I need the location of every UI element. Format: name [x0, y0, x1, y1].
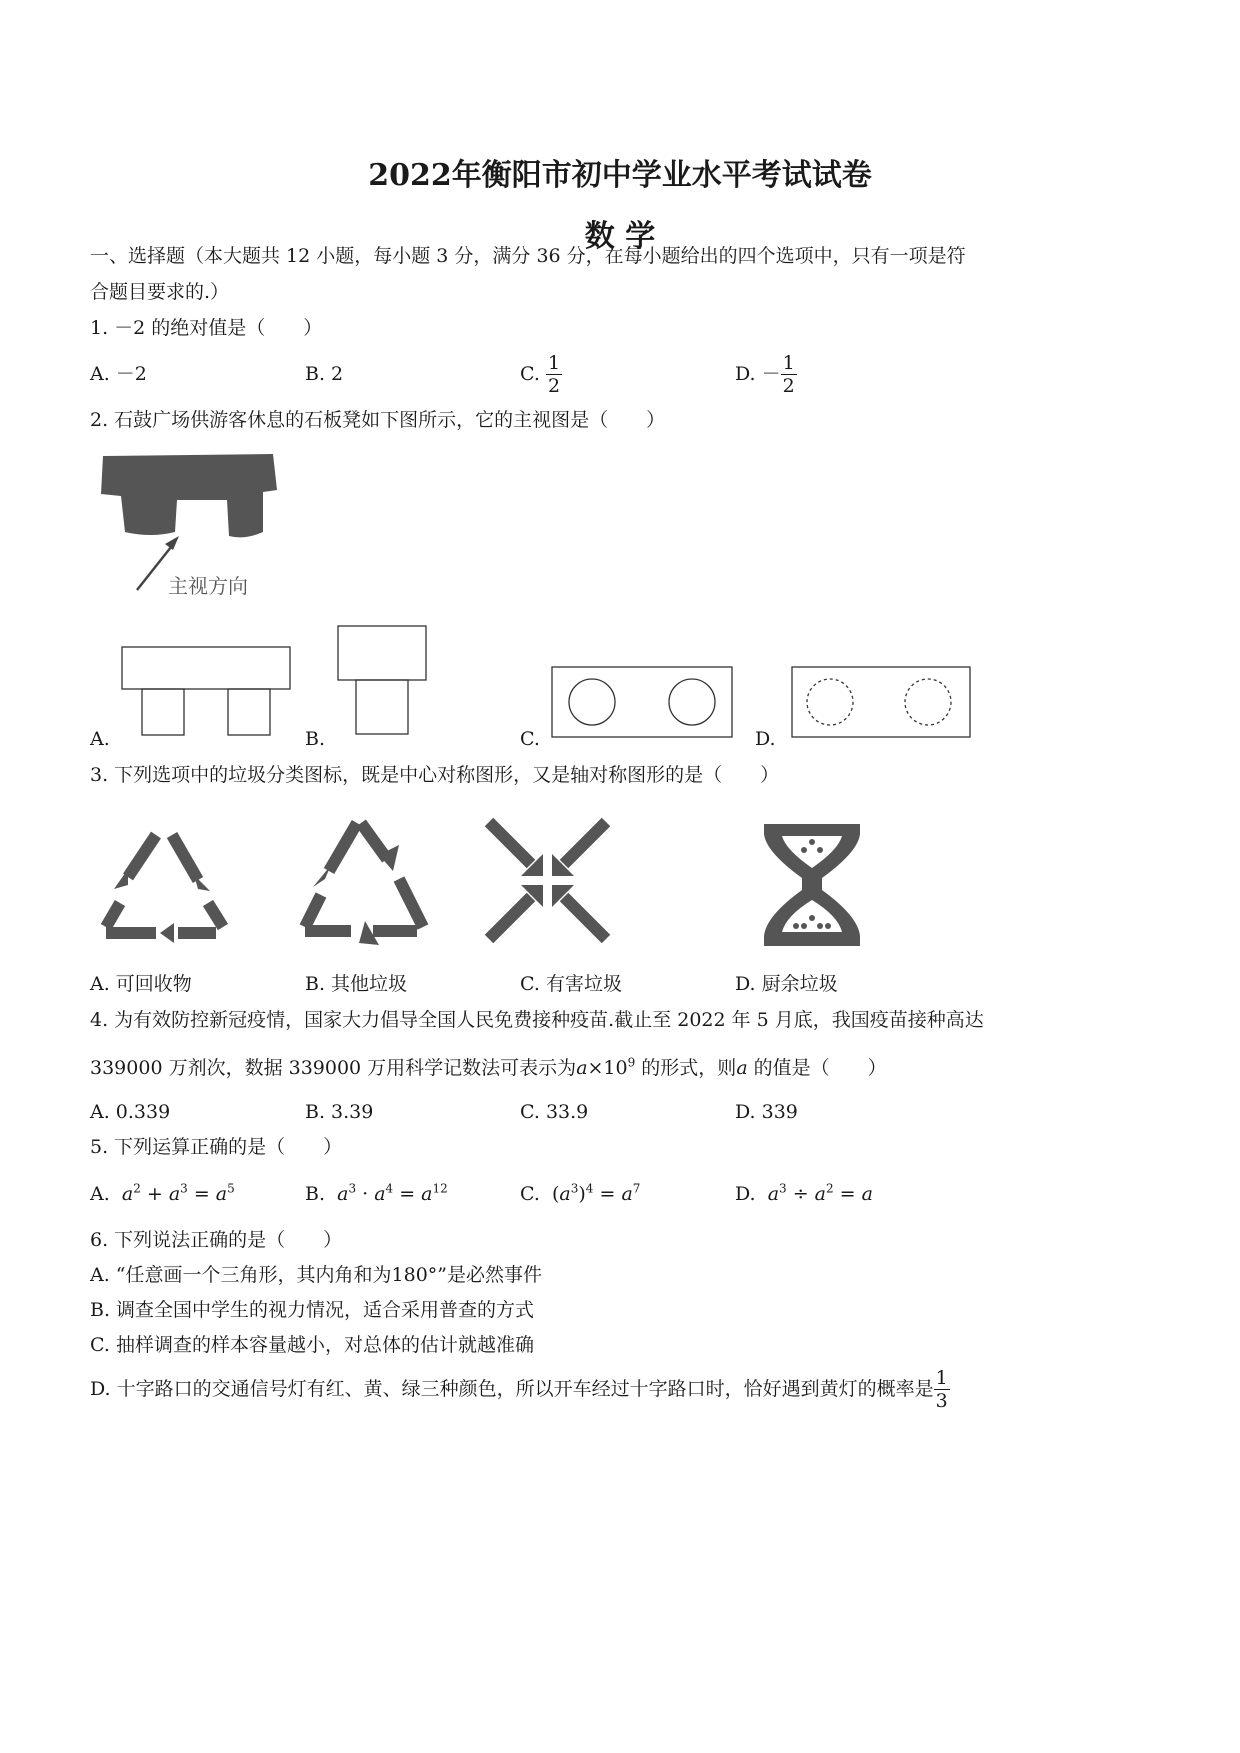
q6-d-denominator: 3 — [935, 1389, 948, 1412]
q4-var-a-2: a — [736, 1057, 748, 1079]
q6-option-a: A. “任意画一个三角形，其内角和为180°”是必然事件 — [90, 1264, 542, 1286]
q3-option-b: B. 其他垃圾 — [305, 973, 408, 995]
bench-silhouette — [101, 454, 277, 537]
q4-stem2-mid: 的形式，则 — [635, 1057, 737, 1079]
q4-times-ten: ×10 — [587, 1057, 628, 1079]
q4-stem-line2 — [90, 1056, 887, 1080]
hourglass-dot — [793, 923, 799, 929]
q1-d-denominator: 2 — [782, 374, 795, 397]
q1-option-a: A. －2 — [90, 363, 147, 385]
q6-d-fraction — [934, 1367, 950, 1412]
q1-option-d — [735, 349, 797, 399]
q5-b-label: B. — [305, 1183, 326, 1205]
q5-option-d: D. $a^3 \div a^2 = a$ — [735, 1181, 873, 1205]
q4-stem-line1: 4. 为有效防控新冠疫情，国家大力倡导全国人民免费接种疫苗.截止至 2022 年 5 月底，我国疫苗接种高达 — [90, 1009, 984, 1031]
other-arrow-left-shaft — [329, 823, 357, 871]
q4-stem2-post: 的值是（ ） — [747, 1057, 887, 1079]
q2b-leg — [356, 680, 408, 734]
q1-option-c-label: C. — [520, 363, 540, 385]
hourglass-dot — [801, 923, 807, 929]
q5-option-b: B. $a^3 \cdot a^4 = a^{12}$ — [305, 1181, 448, 1205]
q2c-right-circle — [669, 679, 715, 725]
view-direction-arrowhead — [165, 536, 179, 550]
q2b-top-rect — [338, 626, 426, 680]
q4-option-b: B. 3.39 — [305, 1101, 374, 1123]
hazardous-waste-icon — [485, 818, 610, 943]
recyclable-arrow-left-shaft — [128, 835, 156, 877]
q2a-right-leg — [228, 689, 270, 735]
q2-option-a-figure — [120, 645, 295, 740]
recyclable-arrow-right-lower — [208, 903, 223, 927]
q2-option-c-label: C. — [520, 728, 540, 750]
q1-option-c — [520, 349, 562, 399]
hazard-arrow-bottom-right — [564, 897, 606, 939]
q1-option-d-fraction — [781, 352, 797, 397]
q1-c-numerator: 1 — [547, 351, 561, 374]
subject-title: 数 学 — [584, 219, 656, 254]
q2a-left-leg — [142, 689, 184, 735]
hourglass-dot — [809, 915, 815, 921]
section-instructions-line1: 一、选择题（本大题共 12 小题，每小题 3 分，满分 36 分，在每小题给出的四个选项中，只有一项是符 — [90, 245, 966, 267]
q2-option-b-label: B. — [305, 728, 326, 750]
q2d-rect — [792, 667, 970, 737]
other-arrow-left-lower — [305, 895, 321, 927]
q1-d-numerator: 1 — [782, 351, 795, 374]
recyclable-arrow-left-lower — [106, 903, 120, 927]
q2-option-d-label: D. — [755, 728, 776, 750]
other-waste-icon — [295, 815, 430, 950]
hourglass-dot — [817, 923, 823, 929]
q2-option-d-figure — [790, 665, 975, 740]
kitchen-waste-icon — [760, 820, 865, 950]
hourglass-dot — [809, 839, 815, 845]
q1-option-d-label: D. － — [735, 363, 781, 385]
q6-option-d — [90, 1364, 950, 1414]
q3-option-a: A. 可回收物 — [90, 973, 192, 995]
q2-option-c-figure — [550, 665, 735, 740]
q5-stem: 5. 下列运算正确的是（ ） — [90, 1136, 343, 1158]
q3-option-d: D. 厨余垃圾 — [735, 973, 838, 995]
hazard-arrow-bottom-left — [489, 897, 531, 939]
section-instructions-line2: 合题目要求的.） — [90, 281, 230, 303]
hourglass-dot — [817, 847, 823, 853]
exam-title: 2022年衡阳市初中学业水平考试试卷 — [368, 158, 872, 193]
q5-option-a: A. $a^2 + a^3 = a^5$ — [90, 1181, 235, 1205]
q3-option-c: C. 有害垃圾 — [520, 973, 622, 995]
q1-option-c-fraction — [546, 352, 562, 397]
q6-stem: 6. 下列说法正确的是（ ） — [90, 1229, 343, 1251]
q5-c-label: C. — [520, 1183, 540, 1205]
q2d-right-dashed-circle — [905, 679, 951, 725]
q2d-left-dashed-circle — [807, 679, 853, 725]
q6-d-text: D. 十字路口的交通信号灯有红、黄、绿三种颜色，所以开车经过十字路口时，恰好遇到黄灯的概率是 — [90, 1378, 934, 1400]
q6-d-numerator: 1 — [935, 1366, 948, 1389]
recyclable-arrowhead-left — [114, 869, 128, 889]
q5-option-c: C. $(a^3)^4 = a^7$ — [520, 1181, 641, 1205]
other-arrow-right-lower — [399, 879, 423, 927]
q1-c-denominator: 2 — [547, 374, 561, 397]
q5-a-label: A. — [90, 1183, 110, 1205]
q2c-left-circle — [569, 679, 615, 725]
recyclable-arrowhead-bottom — [160, 923, 174, 943]
q6-option-c: C. 抽样调查的样本容量越小，对总体的估计就越准确 — [90, 1334, 534, 1356]
hourglass-dot — [825, 923, 831, 929]
q5-d-label: D. — [735, 1183, 756, 1205]
q4-option-d: D. 339 — [735, 1101, 798, 1123]
hourglass-dot — [801, 847, 807, 853]
hazard-arrow-top-left — [489, 822, 531, 864]
q3-stem: 3. 下列选项中的垃圾分类图标，既是中心对称图形，又是轴对称图形的是（ ） — [90, 764, 780, 786]
q4-var-a: a — [576, 1057, 588, 1079]
q1-stem: 1. －2 的绝对值是（ ） — [90, 317, 323, 339]
recyclable-arrow-right-shaft — [172, 835, 198, 880]
q2c-rect — [552, 667, 732, 737]
q4-exponent: 9 — [627, 1055, 636, 1070]
q4-option-a: A. 0.339 — [90, 1101, 171, 1123]
view-direction-caption: 主视方向 — [168, 574, 248, 598]
recyclable-icon — [98, 825, 233, 945]
q2-option-a-label: A. — [90, 728, 110, 750]
q1-option-b: B. 2 — [305, 363, 344, 385]
hazard-arrow-top-right — [564, 822, 606, 864]
q4-stem2-pre: 339000 万剂次，数据 339000 万用科学记数法可表示为 — [90, 1057, 577, 1079]
q2-stem: 2. 石鼓广场供游客休息的石板凳如下图所示，它的主视图是（ ） — [90, 409, 666, 431]
q2a-top-rect — [122, 647, 290, 689]
q4-option-c: C. 33.9 — [520, 1101, 589, 1123]
q2-option-b-figure — [336, 624, 431, 739]
q6-option-b: B. 调查全国中学生的视力情况，适合采用普查的方式 — [90, 1299, 535, 1321]
